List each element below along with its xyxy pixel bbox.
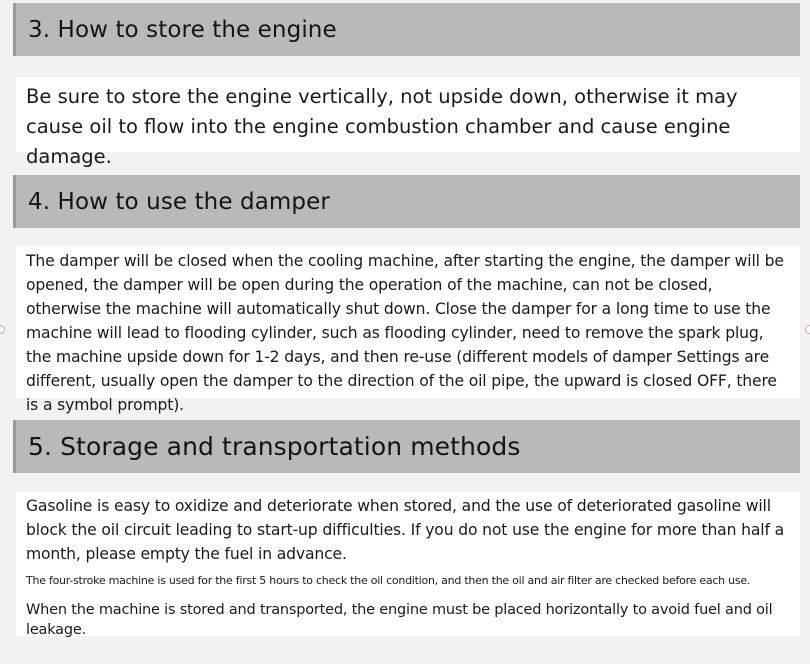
section-3-heading	[13, 3, 800, 56]
right-edge-marker	[805, 325, 810, 334]
section-5-title: 5. Storage and transportation methods	[28, 432, 521, 461]
section-5-body	[16, 492, 800, 636]
section-3-paragraph: Be sure to store the engine vertically, not upside down, otherwise it may cause oil to flow into the engine combustion chamber and cause engine damage.	[26, 85, 738, 168]
section-5-paragraph-transport: When the machine is stored and transported, the engine must be placed horizontally to avoid fuel and oil leakage.	[26, 602, 773, 638]
section-4-title: 4. How to use the damper	[28, 188, 330, 215]
section-4-paragraph: The damper will be closed when the cooling machine, after starting the engine, the damper will be opened, the damper will be open during the operation of the machine, can not be closed, otherwise the machine will automatically shut down. Close the damper for a long time to use the machine will lead to flooding cylinder, such as flooding cylinder, need to remove the spark plug, the machine upside down for 1-2 days, and then re-use (different models of damper Settings are different, usually open the damper to the direction of the oil pipe, the upward is closed OFF, there is a symbol prompt).	[26, 252, 784, 414]
section-3-body	[16, 77, 800, 168]
section-3-title: 3. How to store the engine	[28, 16, 337, 43]
section-5-heading	[13, 420, 800, 473]
section-4-body	[16, 247, 800, 414]
section-5-paragraph-oil-check: The four-stroke machine is used for the first 5 hours to check the oil condition, and then the oil and air filter are checked before each use.	[26, 574, 751, 587]
section-4-heading	[13, 175, 800, 228]
section-5-paragraph-fuel: Gasoline is easy to oxidize and deteriorate when stored, and the use of deteriorated gasoline will block the oil circuit leading to start-up difficulties. If you do not use the engine for more than half a month, please empty the fuel in advance.	[26, 497, 784, 563]
left-edge-marker	[0, 325, 5, 334]
